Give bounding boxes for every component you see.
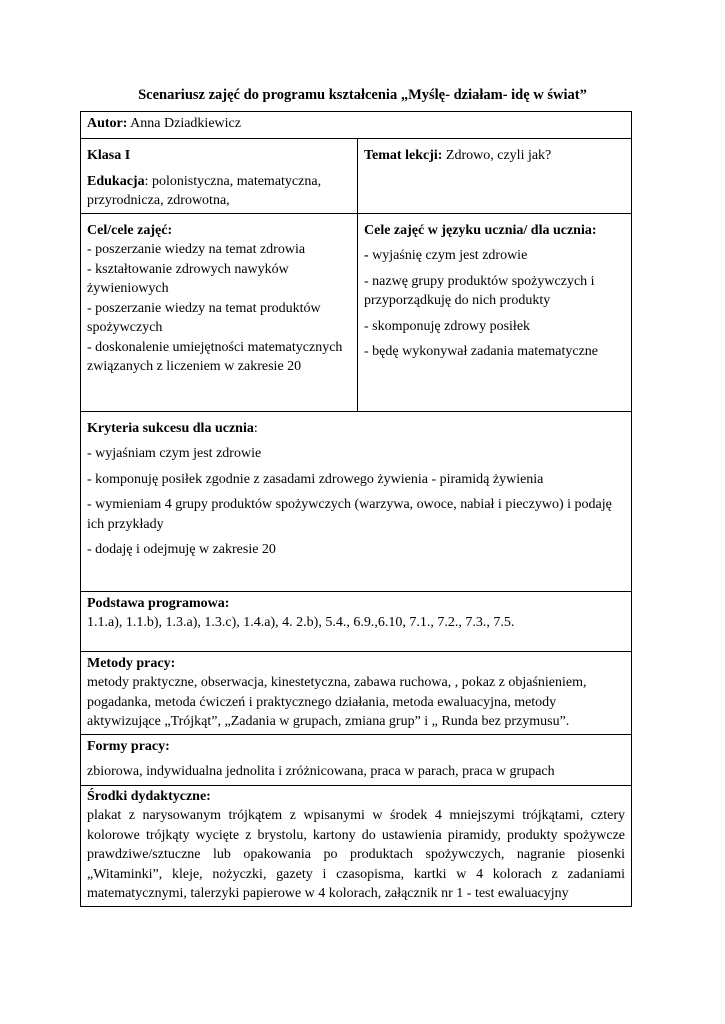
student-goals-label: Cele zajęć w języku ucznia/ dla ucznia: bbox=[364, 222, 597, 238]
student-goal-item: - nazwę grupy produktów spożywczych i przyporządkuję do nich produkty bbox=[364, 273, 595, 308]
goals-label: Cel/cele zajęć: bbox=[87, 222, 173, 238]
goal-item: - poszerzanie wiedzy na temat produktów spożywczych bbox=[87, 300, 321, 335]
forms-label: Formy pracy: bbox=[87, 738, 170, 754]
goal-item: - kształtowanie zdrowych nawyków żywieniowych bbox=[87, 261, 289, 296]
success-criteria-heading bbox=[87, 419, 625, 439]
curriculum-label: Podstawa programowa: bbox=[87, 595, 230, 611]
aids-label: Środki dydaktyczne: bbox=[87, 788, 211, 804]
curriculum-cell bbox=[81, 591, 632, 651]
author-row bbox=[81, 112, 632, 139]
lesson-topic-label: Temat lekcji: bbox=[364, 148, 443, 163]
lesson-topic-text: Zdrowo, czyli jak? bbox=[445, 148, 552, 163]
author-name: Anna Dziadkiewicz bbox=[130, 116, 241, 131]
class-label: Klasa I bbox=[87, 148, 131, 163]
education-label: Edukacja bbox=[87, 173, 145, 189]
document-title: Scenariusz zajęć do programu kształcenia „Myślę- działam- idę w świat” bbox=[138, 87, 587, 103]
forms-cell bbox=[81, 734, 632, 785]
student-goal-first-text: wyjaśnię czym jest zdrowie bbox=[368, 248, 528, 263]
student-goal-dash: - bbox=[364, 248, 369, 263]
methods-label: Metody pracy: bbox=[87, 655, 176, 671]
forms-text: zbiorowa, indywidualna jednolita i zróżnicowana, praca w parach, praca w grupach bbox=[87, 764, 555, 779]
author-cell bbox=[81, 112, 632, 139]
success-criteria-item: - dodaję i odejmuję w zakresie 20 bbox=[87, 542, 276, 557]
education-line bbox=[87, 172, 351, 211]
goal-item: - poszerzanie wiedzy na temat zdrowia bbox=[87, 242, 306, 257]
curriculum-row bbox=[81, 591, 632, 651]
success-criteria-row bbox=[81, 411, 632, 591]
goals-cell bbox=[81, 213, 358, 411]
goal-item: - doskonalenie umiejętności matematycznych związanych z liczeniem w zakresie 20 bbox=[87, 339, 343, 374]
methods-text: metody praktyczne, obserwacja, kinestetyczna, zabawa ruchowa, , pokaz z objaśnieniem, pogadanka, metoda ćwiczeń i praktycznego działania, metoda ewaluacyjna, metody aktywizujące „Trójkąt”, „Zadania w grupach, zmiana grup” i „ Runda bez przymusu”. bbox=[87, 675, 587, 729]
student-goal-item: - skomponuję zdrowy posiłek bbox=[364, 318, 531, 334]
goals-row bbox=[81, 213, 632, 411]
class-cell bbox=[81, 139, 358, 214]
methods-cell bbox=[81, 651, 632, 734]
class-topic-row bbox=[81, 139, 632, 214]
success-criteria-colon: : bbox=[253, 420, 258, 436]
success-criteria-item: - wyjaśniam czym jest zdrowie bbox=[87, 446, 262, 461]
success-criteria-cell bbox=[81, 411, 632, 591]
aids-text: plakat z narysowanym trójkątem z wpisanymi w środek 4 mniejszymi trójkątami, cztery kolorowe trójkąty wycięte z brystolu, kartony do ustawienia piramidy, produkty spożywcze prawdziwe/sztuczne lub opakowania po produktach spożywczych, nagranie piosenki „Witaminki”, kleje, nożyczki, gazety i czasopisma, kartki w 4 kolorach z zadaniami matematycznymi, talerzyki papierowe w 4 kolorach, załącznik nr 1 - test ewaluacyjny bbox=[87, 808, 625, 901]
curriculum-text: 1.1.a), 1.1.b), 1.3.a), 1.3.c), 1.4.a), 4. 2.b), 5.4., 6.9.,6.10, 7.1., 7.2., 7.3., 7.5. bbox=[87, 615, 515, 630]
aids-row bbox=[81, 785, 632, 906]
success-criteria-item: - wymieniam 4 grupy produktów spożywczych (warzywa, owoce, nabiał i pieczywo) i podaję ich przykłady bbox=[87, 497, 612, 532]
forms-row bbox=[81, 734, 632, 785]
author-label: Autor: bbox=[87, 116, 128, 131]
topic-cell bbox=[358, 139, 632, 214]
education-text: : polonistyczna, matematyczna, przyrodnicza, zdrowotna, bbox=[87, 173, 322, 208]
success-criteria-item: - komponuję posiłek zgodnie z zasadami zdrowego żywienia - piramidą żywienia bbox=[87, 471, 544, 487]
student-goal-item: - będę wykonywał zadania matematyczne bbox=[364, 344, 599, 359]
student-goal-item bbox=[364, 246, 625, 266]
lesson-plan-table bbox=[80, 111, 632, 907]
methods-row bbox=[81, 651, 632, 734]
aids-cell bbox=[81, 785, 632, 906]
student-goals-cell bbox=[358, 213, 632, 411]
success-criteria-label: Kryteria sukcesu dla ucznia bbox=[87, 420, 254, 436]
